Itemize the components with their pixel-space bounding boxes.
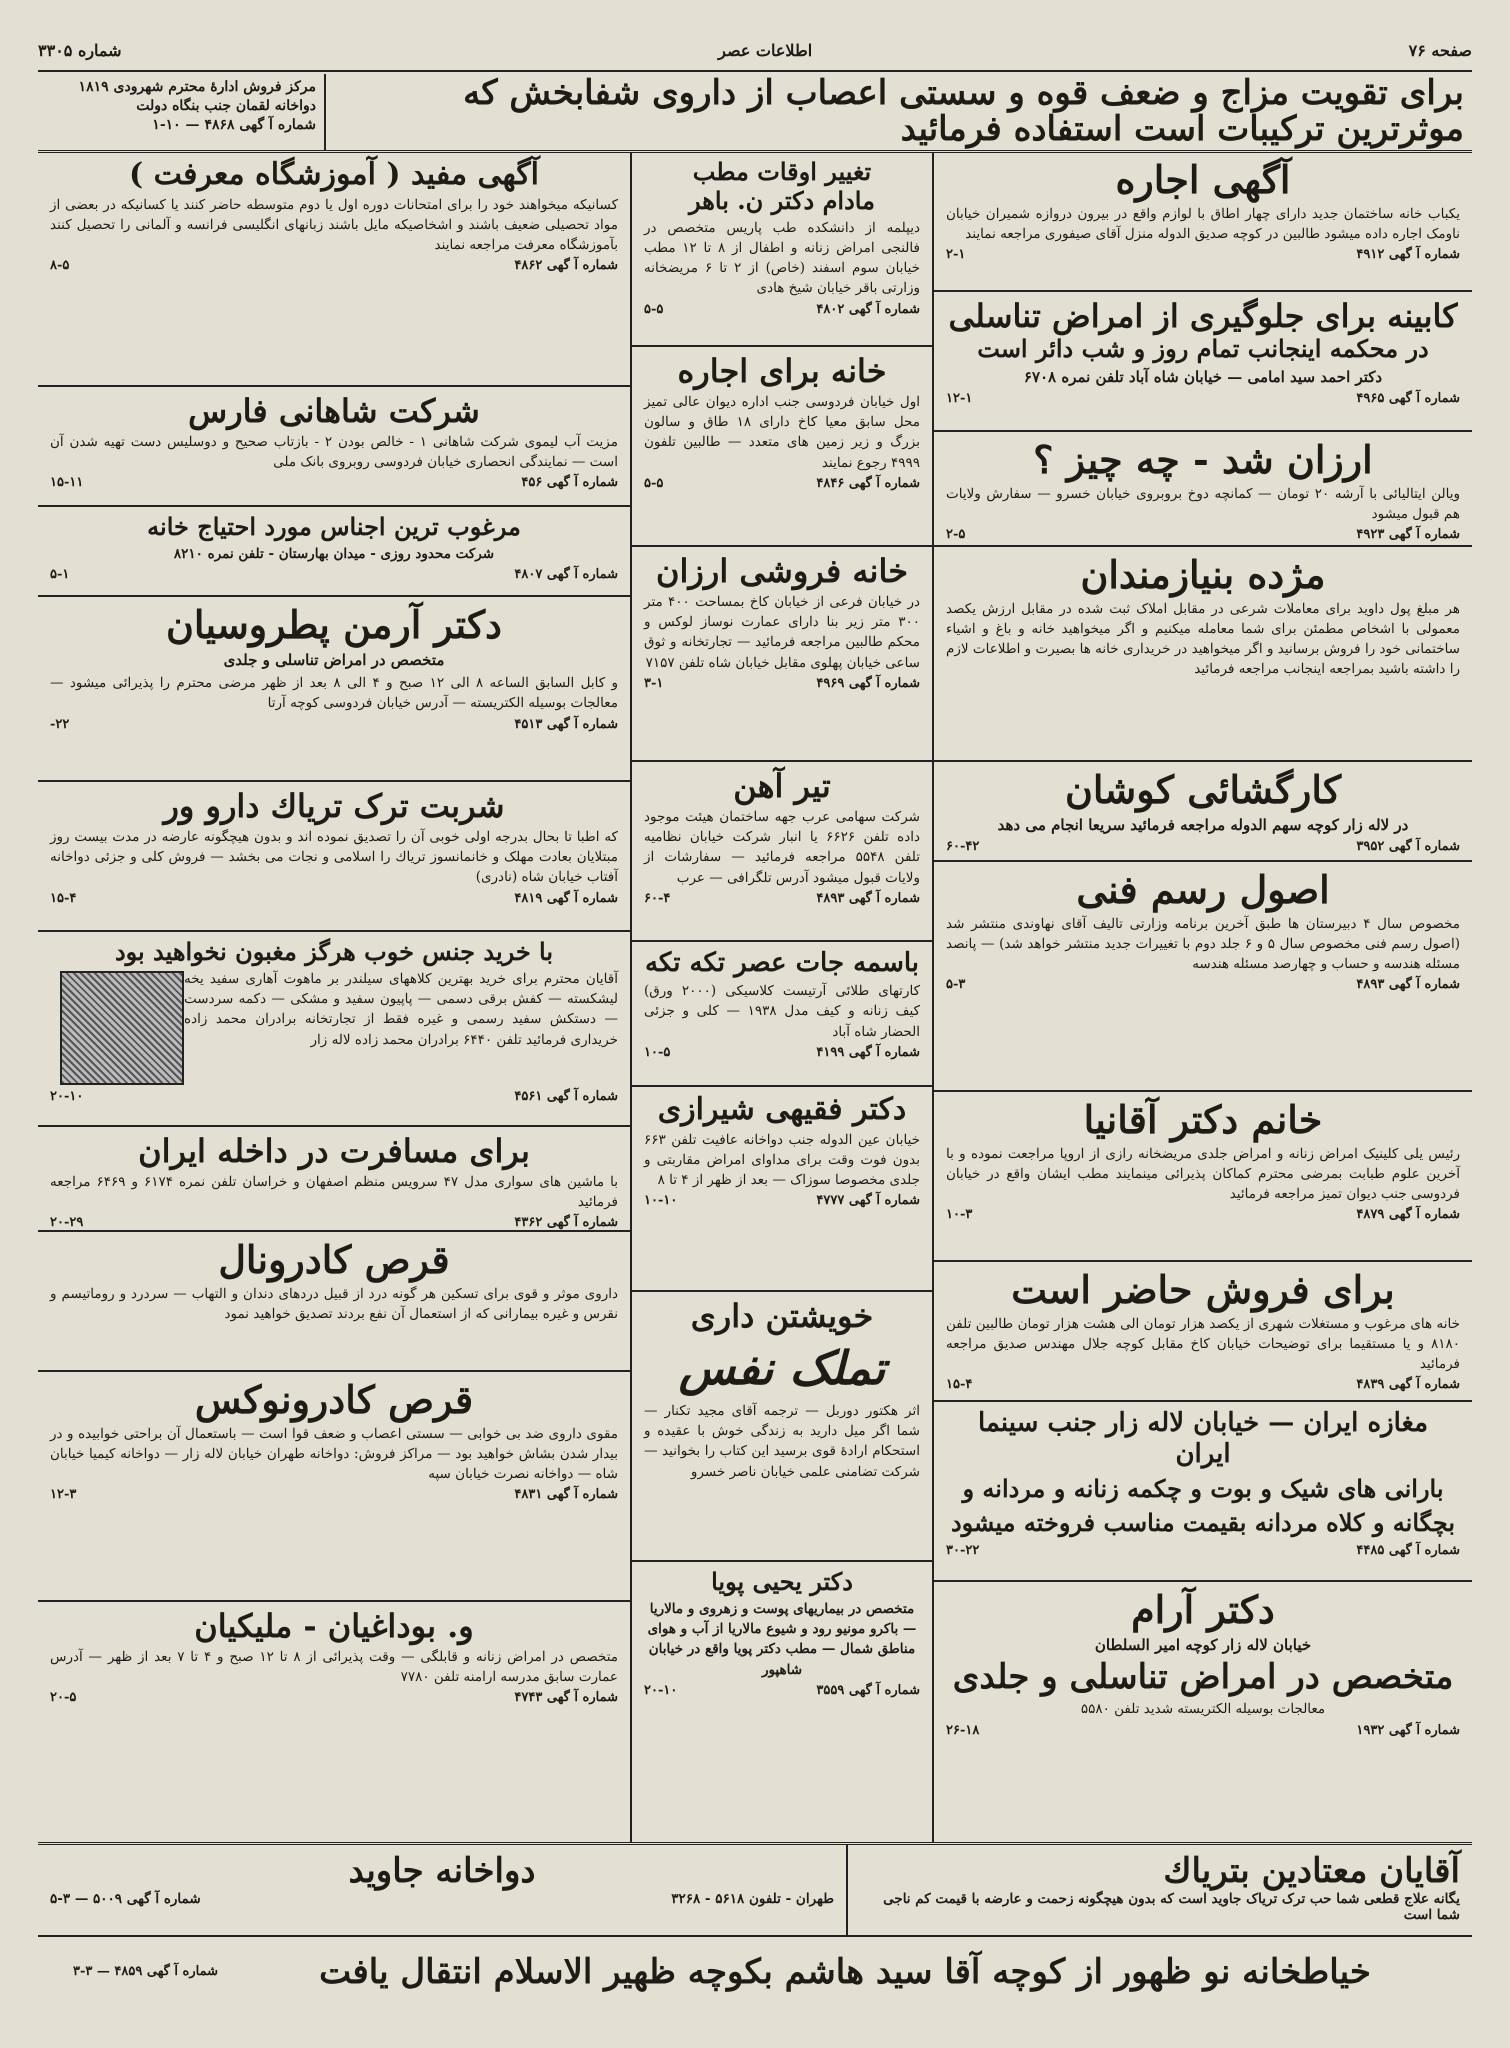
- ad-self-control-book: [632, 1292, 932, 1562]
- ad-title: خانه برای اجاره: [677, 352, 887, 390]
- ad-pawnshop: [934, 762, 1472, 862]
- ad-title: دکتر آرام: [1131, 1587, 1275, 1632]
- ad-title: دکتر یحیی پویا: [711, 1567, 853, 1596]
- ad-code: ۲۶-۱۸: [946, 1722, 980, 1738]
- ad-title: ارزان شد - چه چیز ؟: [1033, 437, 1373, 482]
- ad-ref: شماره آ گهی ۴۷۴۳: [514, 1690, 618, 1706]
- ad-ref: شماره آ گهی ۴۹۶۹: [816, 675, 920, 691]
- ad-body: داروی موثر و قوی برای تسکین هر گونه درد از قبیل دردهای دندان و التهاب — سردرد و روماتیسم و نقرس و غیره بیمارانی که از استعمال آن نفع بردند تصدیق خواهید نمود: [50, 1285, 618, 1322]
- ad-ref: شماره آ گهی ۳۹۵۲: [1356, 839, 1460, 855]
- ad-title: مرغوب ترین اجناس مورد احتیاج خانه: [147, 512, 521, 541]
- ad-body: یگانه علاج قطعی شما حب ترک تریاک جاوید است که بدون هیچگونه زحمت و عارضه با قیمت کم ناجی شما است: [883, 1891, 1460, 1923]
- ad-body: خیابان عین الدوله جنب دواخانه عافیت تلفن ۶۶۳ بدون فوت وقت برای مداوای امراض مقاربتی و جلدی مخصوصا سوزاک — بعد از ظهر از ۴ تا ۸: [644, 1131, 920, 1188]
- side-line: دواخانه لقمان جنب بنگاه دولت: [136, 97, 316, 114]
- ad-title: مغازه ایران — خیابان لاله زار جنب سینما ایران: [977, 1408, 1429, 1470]
- ad-household: [38, 507, 630, 597]
- ad-iran-store: [934, 1402, 1472, 1582]
- ad-house-sale: [632, 547, 932, 762]
- ad-ref: شماره آ گهی ۴۳۶۲: [514, 1215, 618, 1231]
- ad-body: اول خیابان فردوسی جنب اداره دیوان عالی تمیز محل سابق معیا کاخ دارای ۱۸ طاق و سالون بزرگ و زیر زمین های متعدد — طالبین تلفون ۴۹۹۹ رجوع نمایند: [644, 393, 920, 471]
- ad-title: و. بوداغیان - ملیکیان: [194, 1607, 474, 1645]
- ad-code: ۳۰-۲۲: [946, 1542, 980, 1558]
- ad-body: متخصص در بیماریهای پوست و زهروی و مالاریا — باکرو مونیو رود و شیوع مالاریا از آب و هوای مناطق شمال — مطب دکتر پویا واقع در خیابان شاهپور: [647, 1600, 917, 1678]
- ad-drawing-book: [934, 862, 1472, 1092]
- ad-title: تیر آهن: [733, 767, 831, 805]
- ad-body: مزیت آب لیموی شرکت شاهانی ۱ - خالص بودن ۲ - بازتاب صحیح و دوسلیس دست تهیه شدن آن است — نمایندگی انحصاری خیابان فردوسی روبروی بانک ملی: [50, 433, 618, 471]
- ad-dr-faghihi: [632, 1087, 932, 1292]
- ad-office-hours: [632, 152, 932, 347]
- ad-body: هر مبلغ پول داوید برای معاملات شرعی در مقابل املاک ثبت شده در مقابل ارزش یکصد معمولی با اشخاص مطمئن برای شما معامله میکنیم و اگر میخواهید خانه و باغ و اشیاء ساختمانی خود را فروش برسانید و اگر میخواهید در خریداری خانه ها بصیرت و اطلاعات لازم را داشته باشید بمراجعه اینجانب مراجعه فرمائید: [946, 600, 1460, 678]
- ad-body: در خیابان فرعی از خیابان کاخ بمساحت ۴۰۰ متر ۳۰۰ متر زیر بنا دارای عمارت نوساز لوکس و محکم طالبین مراجعه فرمائید — تجارتخانه و ثوق ساعی خیابان پهلوی مقابل خیابان شاه تلفن ۷۱۵۷: [644, 593, 921, 671]
- illustration-image: [60, 971, 184, 1085]
- ad-title: خانه فروشی ارزان: [656, 552, 908, 590]
- ad-ref: شماره آ گهی ۴۹۱۲: [1356, 247, 1460, 263]
- ad-code: ۲۰-۱۰: [50, 1088, 84, 1104]
- ad-ref: شماره آ گهی ۵۰۰۹ — ۳-۵: [50, 1891, 201, 1907]
- ad-body: دیپلمه از دانشکده طب پاریس متخصص در فالنجی امراض زنانه و اطفال از ۸ تا ۱۲ مطب خیابان سوم اسفند (خاص) از ۲ تا ۶ مریضخانه وزارتی باقر خیابان شیخ هادی: [644, 219, 920, 297]
- ad-body: و کابل السابق الساعه ۸ الی ۱۲ صبح و ۴ الی ۸ بعد از ظهر مرضی محترم را پذیرائی میشود — معالجات بوسیله الکتریسته — آدرس خیابان فردوسی کوچه آرتا: [50, 675, 618, 712]
- ad-code: ۱۰-۵: [644, 1044, 671, 1060]
- ad-title: اصول رسم فنی: [1076, 867, 1330, 912]
- ad-body: یکباب خانه ساختمان جدید دارای چهار اطاق با لوازم واقع در بیرون دروازه شمیران خیابان ناومک اجاره داده میشود طالبین در کوچه صدیق الدوله منزل آقای صیفوری مراجعه نمایند: [946, 205, 1460, 242]
- ad-title: قرص کادرونوکس: [194, 1377, 474, 1422]
- ad-iron-beam: [632, 762, 932, 942]
- ad-title: با خرید جنس خوب هرگز مغبون نخواهید بود: [114, 937, 554, 966]
- ad-title: قرص کادرونال: [218, 1237, 450, 1282]
- ad-boudaghian: [38, 1602, 630, 1842]
- ad-ref: شماره آ گهی ۴۸۳۹: [1356, 1377, 1460, 1393]
- ad-code: ۱۵-۴: [946, 1377, 973, 1393]
- ad-title: خانم دکتر آقانیا: [1083, 1097, 1323, 1142]
- ad-subtitle: متخصص در امراض تناسلی و جلدی: [223, 650, 445, 669]
- ad-code: ۵-۱: [50, 567, 70, 583]
- ad-title: برای فروش حاضر است: [1011, 1267, 1395, 1312]
- ad-body: متخصص در امراض زنانه و قابلگی — وقت پذیرائی از ۸ تا ۱۲ صبح و ۴ تا ۷ بعد از ظهر — آدرس عمارت سابق مدرسه ارامنه تلفن ۷۷۸۰: [50, 1648, 618, 1686]
- ad-title: دکتر فقیهی شیرازی: [657, 1092, 907, 1127]
- ad-title: آقایان معتادین بتریاك: [1163, 1851, 1460, 1891]
- ad-ref: شماره آ گهی ۴۹۲۳: [1356, 527, 1460, 543]
- ad-body: اثر هکتور دوربل — ترجمه آقای مجید تکنار — شما اگر میل دارید به زندگی خوش با عقیده و استحکام ارادهٔ قوی برسید این کتاب را بخوانید — شرکت تضامنی علمی خیابان ناصر خسرو: [644, 1402, 920, 1480]
- ad-cadronox: [38, 1372, 630, 1602]
- ad-code: ۱۲-۳: [50, 1487, 77, 1503]
- ad-body: کارتهای طلائی آرتیست کلاسیکی (۲۰۰۰ ورق) کیف زنانه و کیف مدل ۱۹۳۸ — کلی و جزئی الحضار شاه آباد: [644, 983, 921, 1040]
- ad-dr-aghania: [934, 1092, 1472, 1262]
- ad-ref: شماره آ گهی ۴۸۶۲: [514, 258, 618, 274]
- ad-code: ۲۰-۲۹: [50, 1215, 84, 1231]
- ad-title: خویشتن داری: [690, 1297, 874, 1335]
- ad-subtitle: مادام دکتر ن. باهر: [689, 185, 875, 215]
- bottom-row-2: [38, 1937, 1472, 2007]
- ad-rent: [934, 152, 1472, 292]
- ad-for-sale: [934, 1262, 1472, 1402]
- ad-fars-company: [38, 387, 630, 507]
- ad-code: ۳-۱: [644, 675, 664, 691]
- ad-body: متخصص در امراض تناسلی و جلدی: [952, 1657, 1454, 1698]
- ad-body: کسانیکه میخواهند خود را برای امتحانات دوره اول یا دوم متوسطه حاضر کنند یا کسانیکه در بعضی از مواد تحصیلی ضعیف باشند و اشخاصیکه مایل باشند زبانهای انگلیسی فرانسه و آلمانی را تحصیل کنند بآموزشگاه معرفت مراجعه نمایند: [50, 196, 618, 253]
- ad-code: ۶۰-۴: [644, 890, 671, 906]
- ad-ref: شماره آ گهی ۴۸۹۳: [1356, 977, 1460, 993]
- ad-ref: شماره آ گهی ۴۱۹۹: [816, 1044, 920, 1060]
- side-line: شماره آ گهی ۴۸۶۸ — ۱۰-۱: [152, 116, 316, 133]
- ad-dr-aram: [934, 1582, 1472, 1842]
- top-banner-ad: [38, 74, 1472, 153]
- ad-code: ۱۰-۱۰: [644, 1193, 678, 1209]
- bottom-row-1: [38, 1845, 1472, 1937]
- ad-house-rent: [632, 347, 932, 547]
- ad-ref: شماره آ گهی ۴۹۶۵: [1356, 391, 1460, 407]
- ad-code: ۵-۵: [644, 301, 664, 317]
- ad-body: آقایان محترم برای خرید بهترین کلاههای سیلندر بر ماهوت آهاری سفید یخه لیشکسته — کفش برقی دسمی — پاپیون سفید و مشکی — دکمه سردست — دستکش سفید رسمی و غیره فقط از تجارتخانه برادران محمد زاده خریداری فرمائید تلفن ۶۴۴۰ برادران محمد زاده لاله زار: [184, 970, 618, 1048]
- ad-ref: شماره آ گهی ۴۸۱۹: [514, 890, 618, 906]
- ad-school: [38, 152, 630, 387]
- ad-ref: شماره آ گهی ۴۵۱۳: [514, 716, 618, 732]
- ad-clothing: [38, 932, 630, 1127]
- ad-tailor: خیاطخانه نو ظهور از کوچه آقا سید هاشم بکوچه ظهیر الاسلام انتقال یافت: [319, 1952, 1371, 1992]
- ad-ref: شماره آ گهی ۴۸۰۲: [816, 301, 920, 317]
- ad-ref: شماره آ گهی ۴۸۷۹: [1356, 1207, 1460, 1223]
- ad-ref: شماره آ گهی ۴۸۳۱: [514, 1487, 618, 1503]
- ad-title: دکتر آرمن پطروسیان: [166, 602, 502, 647]
- ad-body: ویالن ایتالیائی با آرشه ۲۰ تومان — کمانچه دوخ بروبروی خیابان خسرو — سفارش ولایات هم قبول میشود: [946, 485, 1461, 522]
- ad-code: ۱۵-۱۱: [50, 475, 84, 491]
- ad-title: مژده بنیازمندان: [1080, 552, 1326, 597]
- ad-body: خانه های مرغوب و مستغلات شهری از یکصد هزار تومان الی هشت هزار تومان طالبین تلفن ۸۱۸۰ و یا مستقیما برای توضیحات خیابان کاخ مقابل کوچه جلال مهندس صدیق مراجعه فرمائید: [946, 1315, 1460, 1373]
- ad-subtitle: در محکمه اینجانب تمام روز و شب دائر است: [977, 333, 1429, 363]
- ad-body: در لاله زار کوچه سهم الدوله مراجعه فرمائید سریعا انجام می دهد: [997, 815, 1409, 834]
- ad-code: ۱۲-۱: [946, 391, 973, 407]
- side-line: مرکز فروش ادارهٔ محترم شهرودی ۱۸۱۹: [78, 79, 316, 95]
- banner-side: [38, 74, 326, 150]
- ad-subtitle: خیابان لاله زار کوچه امیر السلطان: [1094, 1635, 1312, 1654]
- ad-code: ۸-۵: [50, 258, 70, 274]
- ad-body: رئیس یلی کلینیک امراض زنانه و امراض جلدی مریضخانه رازی از اروپا مراجعت نموده و با آخرین علوم طبابت بمرضی محترم کماکان پذیرائی مینمایند مطب ایشان واقع در خیابان فردوسی جنب دیوان تمیز مراجعه فرمائید: [946, 1145, 1460, 1203]
- ad-title: شرکت شاهانی فارس: [188, 392, 480, 430]
- ad-body: شرکت محدود روزی - میدان بهارستان - تلفن نمره ۸۲۱۰: [173, 545, 495, 562]
- ad-title: تغییر اوقات مطب: [692, 157, 872, 186]
- ad-title: آگهی مفید ( آموزشگاه معرفت ): [129, 157, 539, 192]
- ad-cheap: [934, 432, 1472, 547]
- ad-body: دکتر احمد سید امامی — خیابان شاه آباد تلفن نمره ۶۷۰۸: [1023, 367, 1383, 386]
- ad-title: کارگشائی کوشان: [1064, 767, 1342, 812]
- ad-body: شرکت سهامی عرب جهه ساختمان هیئت موجود داده تلفن ۶۶۲۶ یا انبار شرکت خیابان نظامیه تلفن ۵۵۴۸ مراجعه فرمائید — سفارشات از ولایات قبول میشود آدرس تلگرافی — عرب: [644, 808, 921, 886]
- ad-ref: شماره آ گهی ۴۸۹۳: [816, 890, 920, 906]
- ad-body: بارانی های شیک و بوت و چکمه زنانه و مردانه و بچگانه و کلاه مردانه بقیمت مناسب فروخته میشود: [950, 1474, 1456, 1537]
- ad-title: دواخانه جاوید: [348, 1851, 536, 1891]
- ad-columns: [38, 152, 1472, 1842]
- left-column: [38, 152, 630, 1842]
- ad-title: باسمه جات عصر تکه تکه: [644, 948, 920, 978]
- ad-note: معالجات بوسیله الکتریسته شدید تلفن ۵۵۸۰: [1080, 1701, 1326, 1718]
- ad-code: ۵-۳: [946, 977, 966, 993]
- ad-ref: شماره آ گهی ۴۸۴۶: [816, 475, 920, 491]
- ad-code: ۵-۵: [644, 475, 664, 491]
- ad-ref: شماره آ گهی ۴۵۶: [521, 475, 618, 491]
- ad-code: ۲-۵: [946, 527, 966, 543]
- ad-travel: [38, 1127, 630, 1232]
- ad-title: کابینه برای جلوگیری از امراض تناسلی: [948, 297, 1458, 335]
- issue-number: شماره ۳۳۰۵: [38, 40, 122, 60]
- ad-good-news: [934, 547, 1472, 762]
- paper-name: اطلاعات عصر: [718, 40, 813, 60]
- ad-code: ۲۰-۱۰: [644, 1682, 678, 1698]
- ad-cadronal: [38, 1232, 630, 1372]
- ad-ref: شماره آ گهی ۴۴۸۵: [1356, 1542, 1460, 1558]
- book-title-calligraphy: تملک نفس: [678, 1340, 886, 1395]
- ad-body: مقوی داروی ضد بی خوابی — سستی اعصاب و ضعف قوا است — باستعمال آن براحتی خوابیده و در بیدار شدن بشاش خواهید بود — مراکز فروش: دواخانه طهران خیابان لاله زار — دواخانه کیمیا خیابان شاه — دواخانه نصرت خیابان سپه: [50, 1425, 618, 1483]
- ad-body: که اطبا تا بحال بدرجه اولی خوبی آن را تصدیق نموده اند و بدون هیچگونه عارضه در مدت بیست روز مبتلایان بعادت مهلک و خانمانسوز تریاك را اسلامی و نجات می بخشد — فروش کلی و جزئی دواخانه آفتاب خیابان شاه (نادری): [50, 828, 618, 886]
- ad-code: ۲۲-: [50, 716, 70, 732]
- ad-code: ۶۰-۴۲: [946, 839, 980, 855]
- page-number: صفحه ۷۶: [1408, 40, 1472, 60]
- ad-code: ۱۰-۳: [946, 1207, 973, 1223]
- ad-opium-syrup: [38, 782, 630, 932]
- ad-body: طهران - تلفون ۵۶۱۸ - ۳۲۶۸: [671, 1891, 834, 1907]
- ad-clinic: [934, 292, 1472, 432]
- ad-body: مخصوص سال ۴ دبیرستان ها طبق آخرین برنامه وزارتی تالیف آقای نهاوندی منتشر شد (اصول رسم فنی مخصوص سال ۵ و ۶ جلد دوم با تغییرات جدید منتشر خواهد شد) — پانصد مسئله هندسه و حساب و چهارصد مسئله هندسه: [946, 915, 1461, 973]
- ad-ref: شماره آ گهی ۴۸۰۷: [514, 567, 618, 583]
- ad-title: برای مسافرت در داخله ایران: [138, 1132, 530, 1170]
- ad-title: آگهی اجاره: [1115, 157, 1291, 202]
- ad-ref: شماره آ گهی ۴۵۶۱: [514, 1088, 618, 1104]
- ad-prints: [632, 942, 932, 1087]
- ad-javid-pharmacy: [38, 1845, 846, 1935]
- ad-ref: شماره آ گهی ۱۹۳۲: [1356, 1722, 1460, 1738]
- ad-code: ۱۵-۴: [50, 890, 77, 906]
- ad-dr-petrosian: [38, 597, 630, 782]
- bottom-ads: [38, 1842, 1472, 2009]
- ad-ref: شماره آ گهی ۳۵۵۹: [816, 1682, 920, 1698]
- ad-dr-pouya: [632, 1562, 932, 1842]
- banner-headline: برای تقویت مزاج و ضعف قوه و سستی اعصاب از داروی شفابخش که موثرترین ترکیبات است استفاده فرمائید: [463, 73, 1464, 149]
- ad-ref: شماره آ گهی ۴۷۷۷: [816, 1193, 920, 1209]
- ad-body: با ماشین های سواری مدل ۴۷ سرویس منظم اصفهان و خراسان تلفن نمره ۶۱۷۴ و ۶۴۶۹ مراجعه فرمائید: [50, 1173, 618, 1211]
- middle-column: [630, 152, 932, 1842]
- right-column: [932, 152, 1472, 1842]
- ad-code: ۲-۱: [946, 247, 966, 263]
- ad-title: شربت ترک تریاك دارو ور: [163, 787, 505, 825]
- ad-ref: شماره آ گهی ۴۸۵۹ — ۳-۳: [72, 1963, 218, 1979]
- ad-addicts: [846, 1845, 1472, 1935]
- ad-code: ۲۰-۵: [50, 1690, 77, 1706]
- page-header: [38, 30, 1472, 72]
